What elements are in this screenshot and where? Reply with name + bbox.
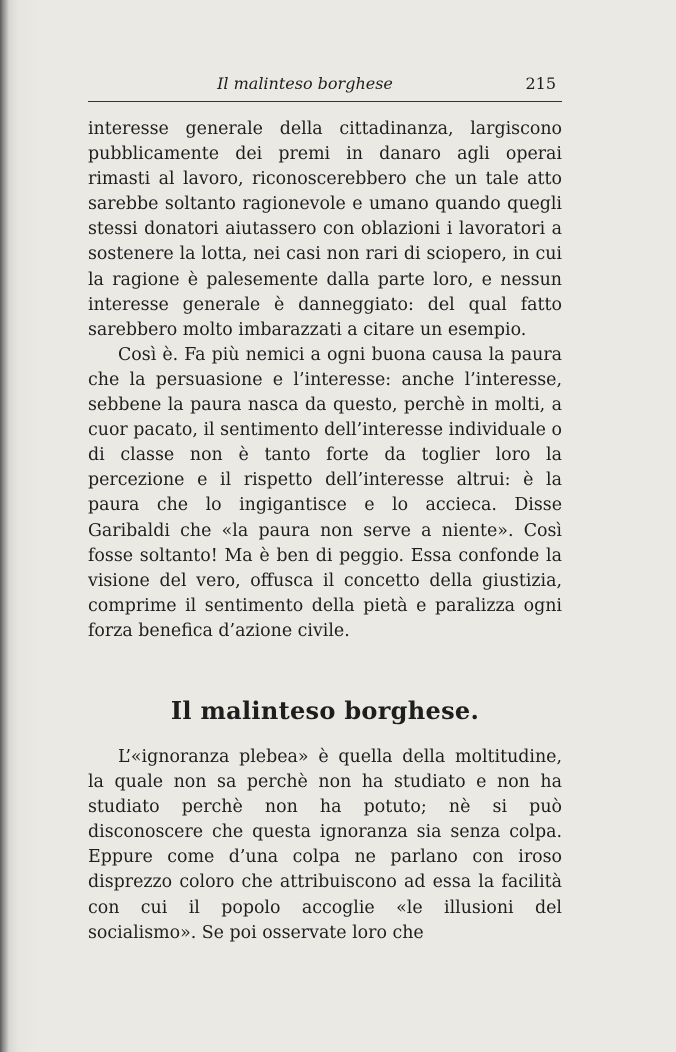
page-number: 215	[525, 74, 556, 93]
running-title: Il malinteso borghese	[217, 74, 393, 93]
paragraph: L’«ignoranza plebea» è quella della moltitudine, la quale non sa perchè non ha studiato e non ha studiato perchè non ha potuto; nè si può disconoscere che questa ignoranza sia senza colpa. Eppure come d’una colpa ne parlano con iroso disprezzo coloro che attribuiscono ad essa la facilità con cui il popolo accoglie «le illusioni del socialismo». Se poi osservate loro che	[88, 747, 562, 943]
paragraph: Così è. Fa più nemici a ogni buona causa la paura che la persuasione e l’interesse: anche l’interesse, sebbene la paura nasca da questo, perchè in molti, a cuor pacato, il sentimento dell’interesse individuale o di classe non è tanto forte da toglier loro la percezione e il rispetto dell’interesse altrui: è la paura che lo ingigantisce e lo accieca. Disse Garibaldi che «la paura non serve a niente». Così fosse soltanto! Ma è ben di peggio. Essa confonde la visione del vero, offusca il concetto della giustizia, comprime il sentimento della pietà e paralizza ogni forza benefica d’azione civile.	[88, 344, 562, 641]
text-block-before	[88, 117, 562, 644]
running-head	[88, 72, 562, 96]
header-rule	[88, 101, 562, 102]
paragraph-continued: interesse generale della cittadinanza, largiscono pubblicamente dei premi in danaro agli operai rimasti al lavoro, riconoscerebbero che un tale atto sarebbe soltanto ragionevole e umano quando quegli stessi donatori aiutassero con oblazioni i lavoratori a sostenere la lotta, nei casi non rari di sciopero, in cui la ragione è palesemente dalla parte loro, e nessun interesse generale è danneggiato: del qual fatto sarebbero molto imbarazzati a citare un esempio.	[88, 119, 562, 340]
text-block-after	[88, 745, 562, 946]
section-title: Il malinteso borghese.	[170, 696, 480, 725]
